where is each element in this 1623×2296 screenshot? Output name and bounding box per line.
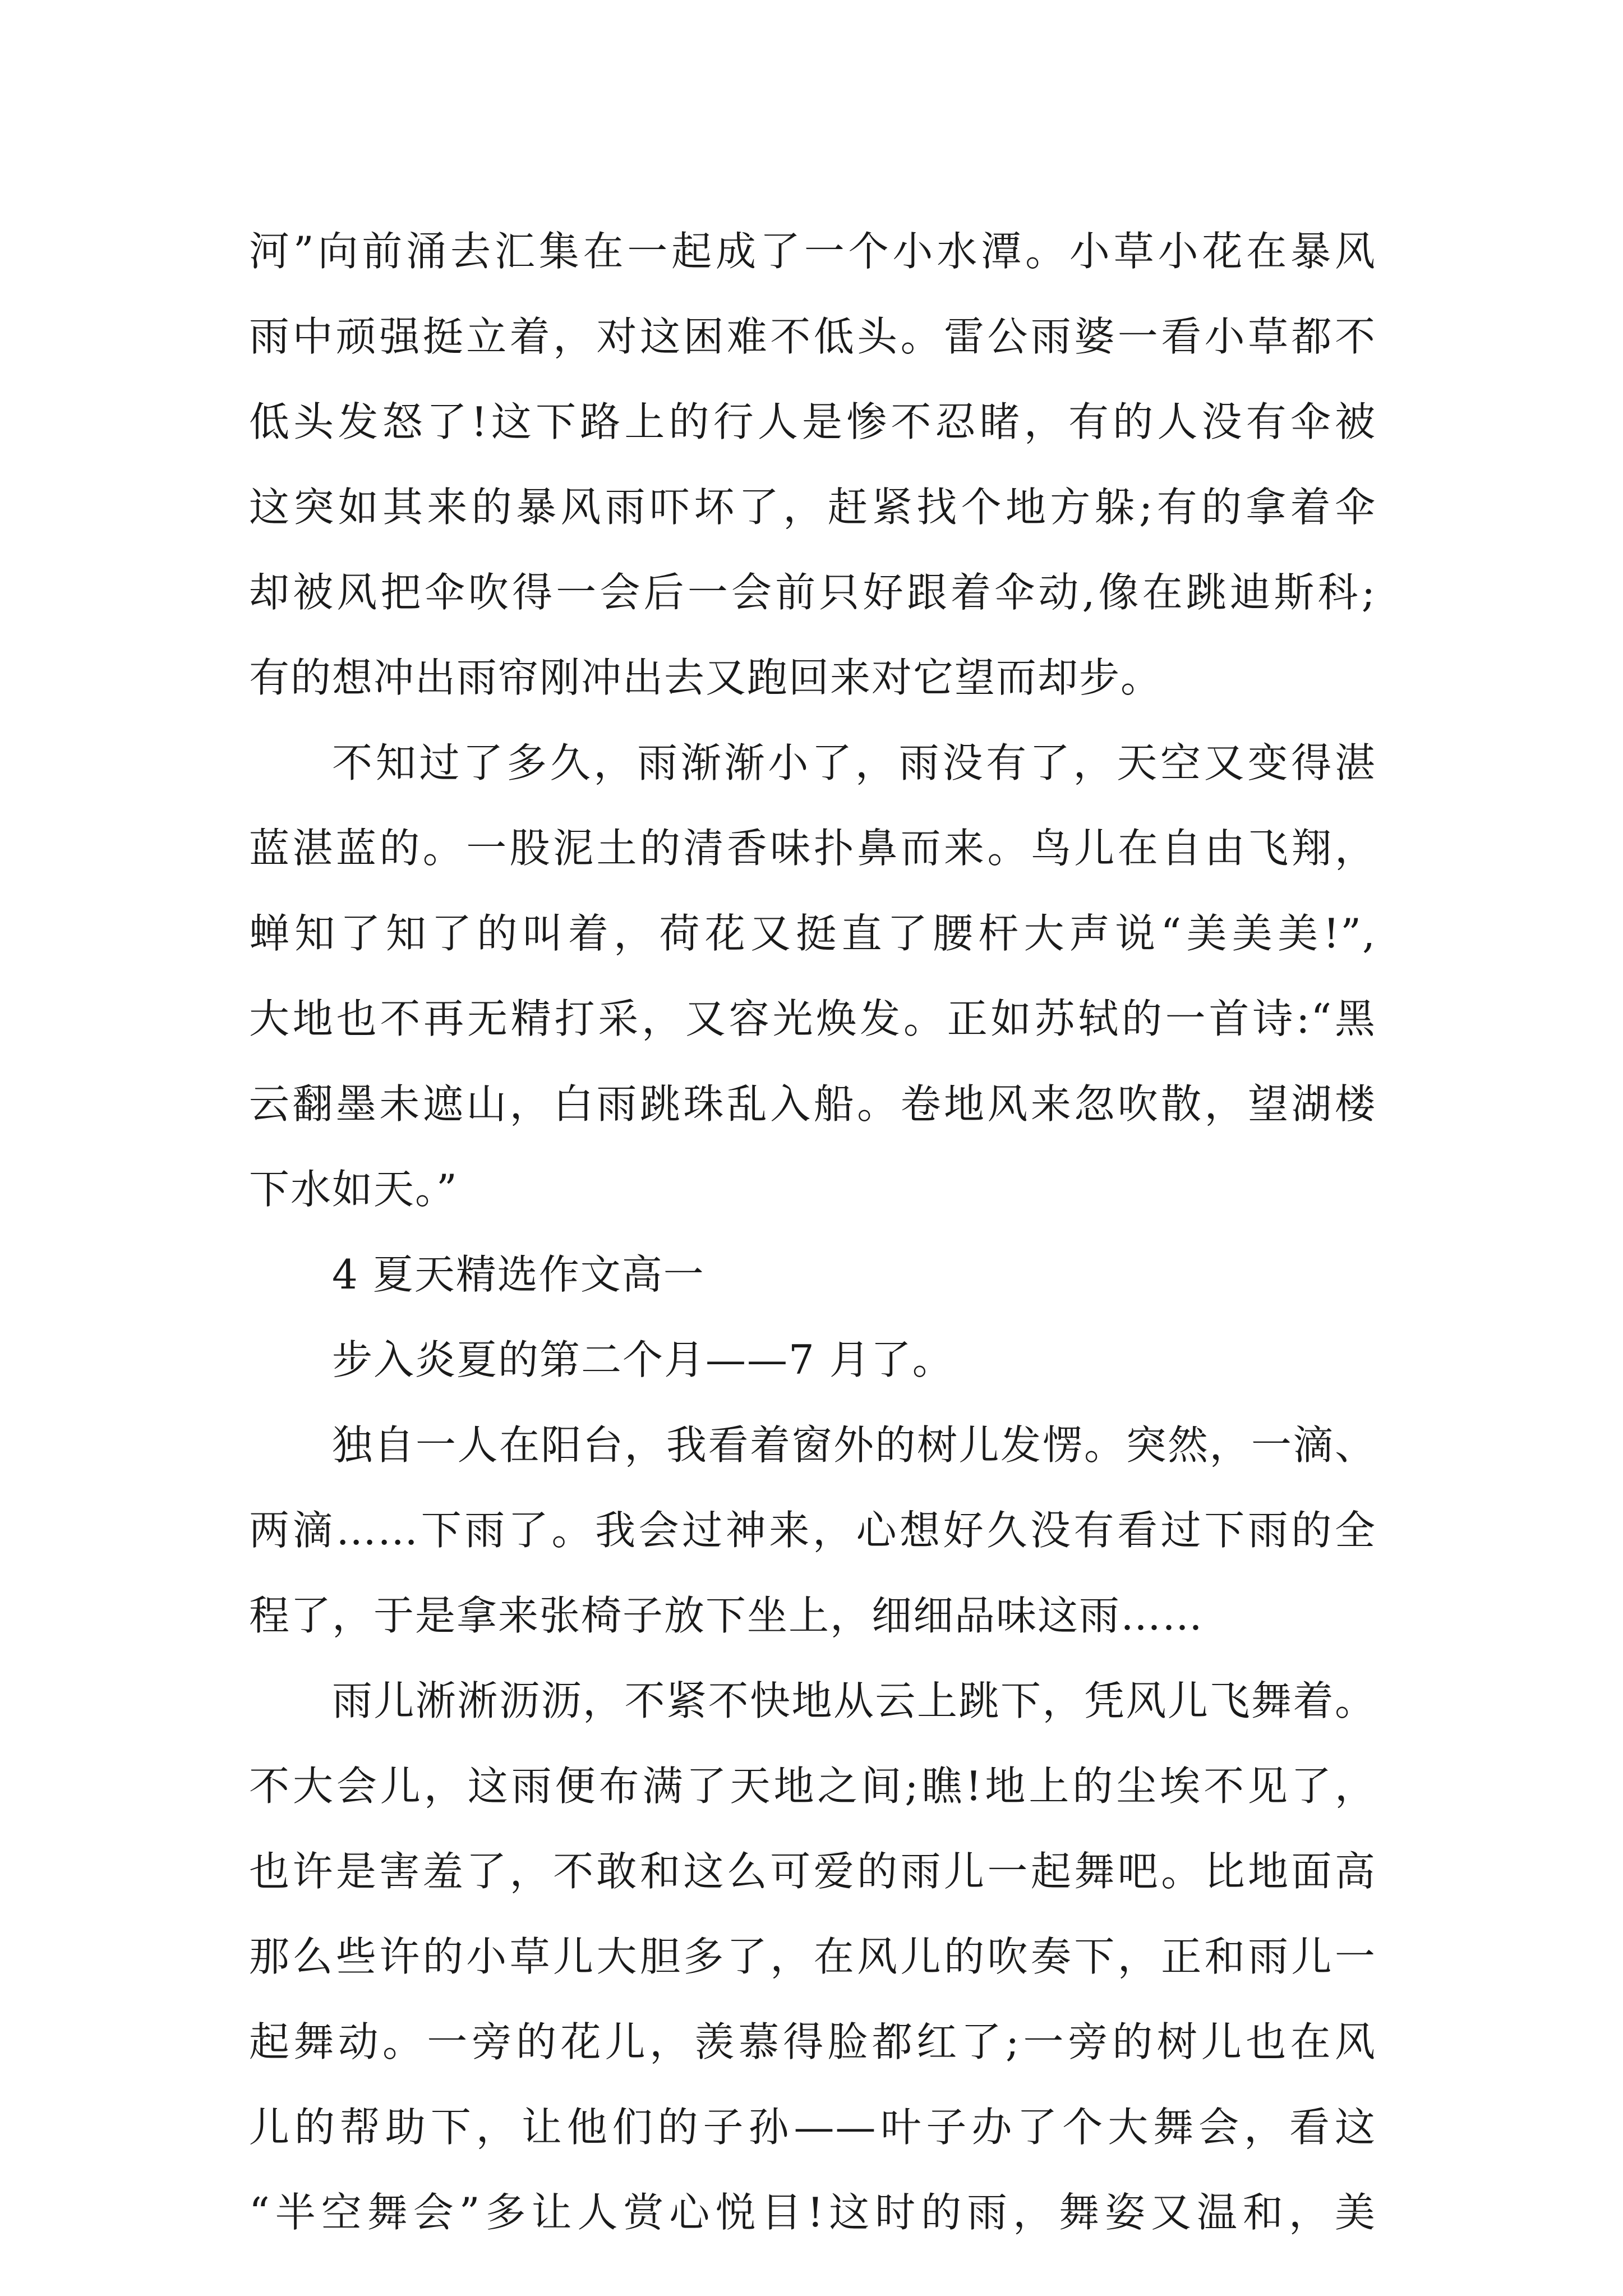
text-line: 儿的帮助下，让他们的子孙——叶子办了个大舞会，看这 bbox=[249, 2104, 1376, 2151]
text-line: 却被风把伞吹得一会后一会前只好跟着伞动,像在跳迪斯科; bbox=[249, 569, 1376, 616]
text-line: 大地也不再无精打采，又容光焕发。正如苏轼的一首诗:“黑 bbox=[249, 995, 1376, 1042]
text-line: 有的想冲出雨帘刚冲出去又跑回来对它望而却步。 bbox=[249, 654, 1163, 701]
paragraph-start-line: 雨儿淅淅沥沥，不紧不快地从云上跳下，凭风儿飞舞着。 bbox=[332, 1677, 1376, 1724]
paragraph-start-line: 独自一人在阳台，我看着窗外的树儿发愣。突然，一滴、 bbox=[332, 1421, 1376, 1469]
text-line: 蓝湛蓝的。一股泥土的清香味扑鼻而来。鸟儿在自由飞翔， bbox=[249, 825, 1376, 872]
text-line: 两滴……下雨了。我会过神来，心想好久没有看过下雨的全 bbox=[249, 1507, 1376, 1554]
text-line: 那么些许的小草儿大胆多了，在风儿的吹奏下，正和雨儿一 bbox=[249, 1933, 1376, 1980]
text-line: 这突如其来的暴风雨吓坏了，赶紧找个地方躲;有的拿着伞 bbox=[249, 484, 1376, 531]
section-heading: 4 夏天精选作文高一 bbox=[332, 1251, 705, 1298]
text-line: 也许是害羞了，不敢和这么可爱的雨儿一起舞吧。比地面高 bbox=[249, 1848, 1376, 1895]
paragraph-start-line: 不知过了多久，雨渐渐小了，雨没有了，天空又变得湛 bbox=[332, 739, 1376, 786]
text-line: 下水如天。” bbox=[249, 1166, 458, 1213]
text-line: 云翻墨未遮山，白雨跳珠乱入船。卷地风来忽吹散，望湖楼 bbox=[249, 1080, 1376, 1128]
paragraph-start-line: 步入炎夏的第二个月——7 月了。 bbox=[332, 1336, 954, 1383]
text-line: 低头发怒了!这下路上的行人是惨不忍睹，有的人没有伞被 bbox=[249, 398, 1376, 445]
text-line: 河”向前涌去汇集在一起成了一个小水潭。小草小花在暴风 bbox=[249, 228, 1376, 275]
text-line: 蝉知了知了的叫着，荷花又挺直了腰杆大声说“美美美!”, bbox=[249, 910, 1376, 957]
text-line: 不大会儿，这雨便布满了天地之间;瞧!地上的尘埃不见了， bbox=[249, 1763, 1376, 1810]
text-line: 程了，于是拿来张椅子放下坐上，细细品味这雨…… bbox=[249, 1592, 1204, 1639]
text-line: 雨中顽强挺立着，对这困难不低头。雷公雨婆一看小草都不 bbox=[249, 313, 1376, 360]
text-line: 起舞动。一旁的花儿，羡慕得脸都红了;一旁的树儿也在风 bbox=[249, 2018, 1376, 2065]
essay-body bbox=[249, 209, 1376, 2255]
text-line: “半空舞会”多让人赏心悦目!这时的雨，舞姿又温和，美 bbox=[249, 2189, 1376, 2236]
